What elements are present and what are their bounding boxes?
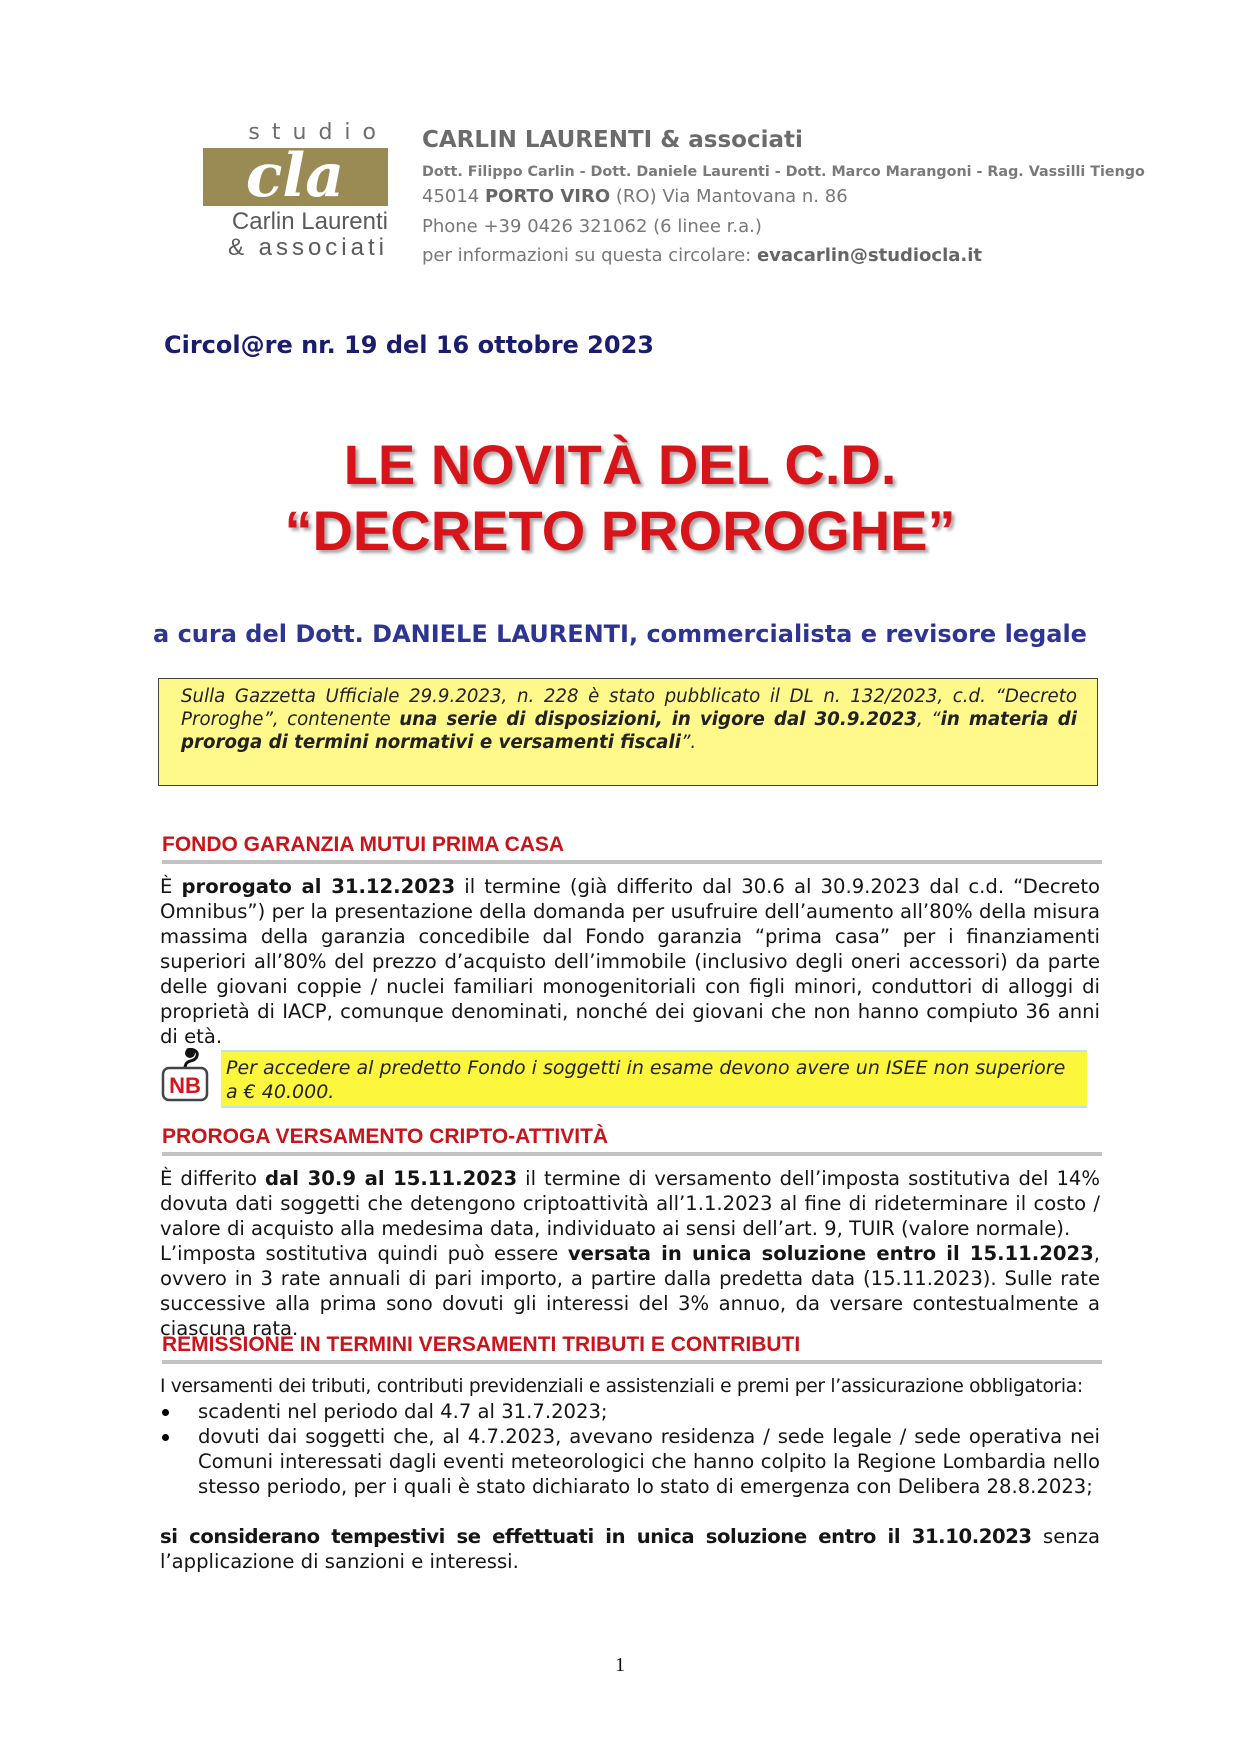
info-line: [422, 245, 982, 266]
bullet-icon: [162, 1409, 169, 1416]
logo-word: studio: [248, 120, 388, 145]
logo-initials: cla: [245, 148, 345, 206]
section3-closing: si considerano tempestivi se effettuati in unica soluzione entro il 31.10.2023 senza l’applicazione di sanzioni e interessi.: [160, 1525, 1100, 1573]
address-city: PORTO VIRO: [484, 186, 611, 207]
nb-note: [221, 1050, 1087, 1108]
firm-name: CARLIN LAURENTI & associati: [422, 127, 803, 153]
list-item-text: scadenti nel periodo dal 4.7 al 31.7.2023;: [198, 1400, 608, 1423]
circular-number: Circol@re nr. 19 del 16 ottobre 2023: [164, 331, 654, 359]
logo-mark-icon: [203, 148, 388, 206]
nb-label: NB: [169, 1073, 201, 1098]
summary-text: Sulla Gazzetta Ufficiale 29.9.2023, n. 228 è stato pubblicato il DL n. 132/2023, c.d. “Decreto Proroghe”, contenente una serie di disposizioni, in vigore dal 30.9.2023, “in materia di proroga di termini normativi e versamenti fiscali”.: [181, 686, 1077, 753]
section-heading-cripto: PROROGA VERSAMENTO CRIPTO-ATTIVITÀ: [162, 1125, 1102, 1156]
partners-list: Dott. Filippo Carlin - Dott. Daniele Laurenti - Dott. Marco Marangoni - Rag. Vassilli Tiengo: [422, 164, 1145, 180]
nb-text: Per accedere al predetto Fondo i soggetti in esame devono avere un ISEE non superiore a € 40.000.: [226, 1057, 1066, 1103]
logo-name-line2: & associati: [227, 234, 388, 261]
section2-paragraph-1: È differito dal 30.9 al 15.11.2023 il termine di versamento dell’imposta sostitutiva del 14% dovuta dati soggetti che detengono criptoattività all’1.1.2023 al fine di rideterminare il costo / valore di acquisto alla medesima data, individuato ai sensi dell’art. 9, TUIR (valore normale).: [160, 1167, 1100, 1240]
summary-box: [158, 678, 1098, 786]
section2-paragraph-2: L’imposta sostitutiva quindi può essere versata in unica soluzione entro il 15.11.2023, ovvero in 3 rate annuali di pari importo, a partire dalla predetta data (15.11.2023). Sulle rate successive alla prima sono dovuti gli interessi del 3% annuo, da versare contestualmente a ciascuna rata.: [160, 1242, 1100, 1340]
title-line-1: LE NOVITÀ DEL C.D.: [343, 433, 897, 496]
main-title: [0, 432, 1240, 564]
info-email[interactable]: evacarlin@studiocla.it: [756, 245, 983, 266]
page-number: 1: [615, 1654, 625, 1676]
list-item-text: dovuti dai soggetti che, al 4.7.2023, avevano residenza / sede legale / sede operativa nei Comuni interessati dagli eventi meteorologici che hanno colpito la Regione Lombardia nello stesso periodo, per i quali è stato dichiarato lo stato di emergenza con Delibera 28.8.2023;: [198, 1425, 1100, 1498]
address-zip: 45014: [422, 186, 485, 207]
nb-icon: [160, 1048, 210, 1103]
section3-intro: I versamenti dei tributi, contributi previdenziali e assistenziali e premi per l’assicurazione obbligatoria:: [160, 1376, 1083, 1397]
section-heading-fondo-garanzia: FONDO GARANZIA MUTUI PRIMA CASA: [162, 833, 1102, 864]
title-line-2: “DECRETO PROROGHE”: [284, 499, 956, 562]
phone-line: Phone +39 0426 321062 (6 linee r.a.): [422, 216, 762, 237]
address-rest: (RO) Via Mantovana n. 86: [610, 186, 848, 207]
section1-paragraph: È prorogato al 31.12.2023 il termine (già differito dal 30.6 al 30.9.2023 dal c.d. “Decreto Omnibus”) per la presentazione della domanda per usufruire dell’aumento all’80% della misura massima della garanzia concedibile dal Fondo garanzia “prima casa” per i finanziamenti superiori all’80% del prezzo d’acquisto dell’immobile (inclusivo degli oneri accessori) da parte delle giovani coppie / nuclei familiari monogenitoriali con figli minori, conduttori di alloggi di proprietà di IACP, comunque denominati, nonché dei giovani che non hanno compiuto 36 anni di età.: [160, 875, 1100, 1048]
logo-name-line1: Carlin Laurenti: [231, 208, 388, 235]
bullet-icon: [162, 1434, 169, 1441]
info-prefix: per informazioni su questa circolare:: [422, 245, 757, 266]
author-line: a cura del Dott. DANIELE LAURENTI, commercialista e revisore legale: [153, 620, 1087, 648]
studio-logo: [203, 120, 388, 262]
section-heading-remissione: REMISSIONE IN TERMINI VERSAMENTI TRIBUTI E CONTRIBUTI: [162, 1333, 1102, 1364]
address-line: [422, 186, 848, 207]
